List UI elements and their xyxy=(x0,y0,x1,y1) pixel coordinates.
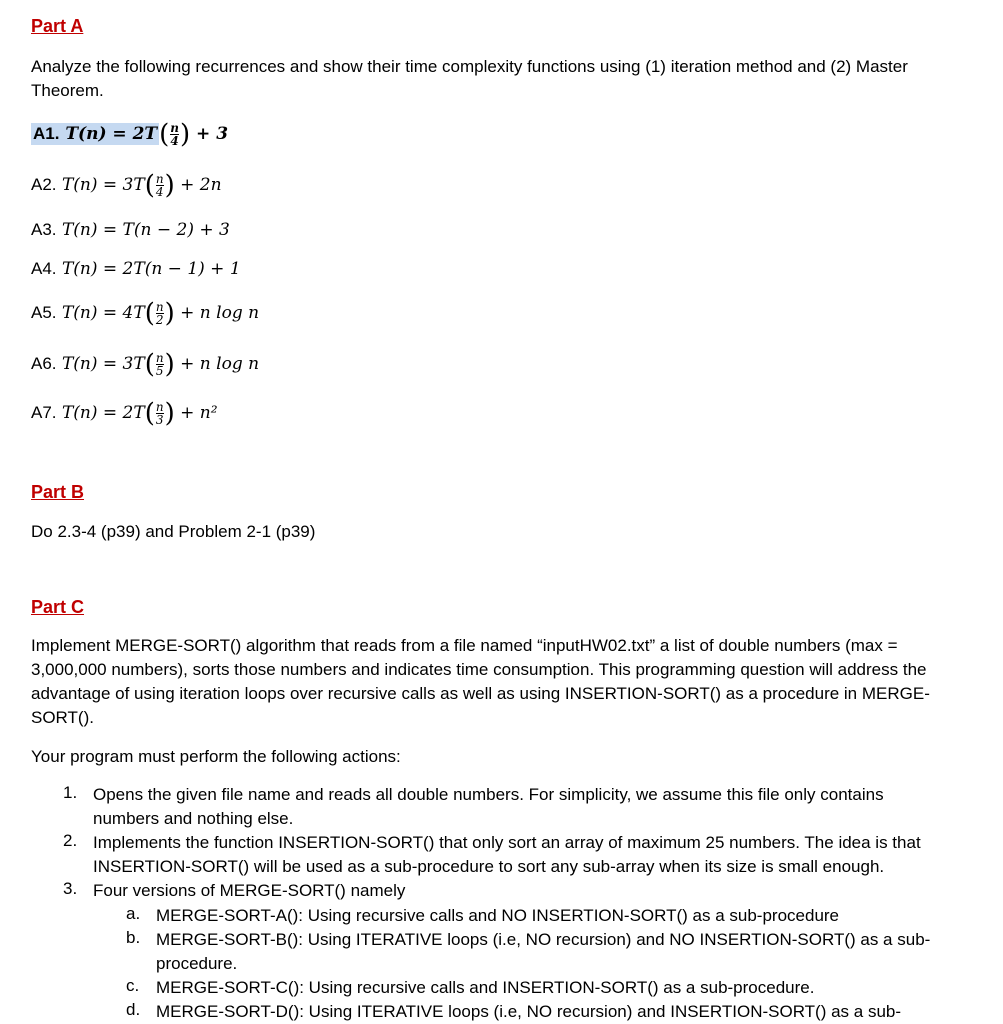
recurrence-rhs: + n log n xyxy=(180,354,260,374)
recurrence-label: A5. xyxy=(31,303,57,322)
substep-text: MERGE-SORT-A(): Using recursive calls and NO INSERTION-SORT() as a sub-procedure xyxy=(156,906,840,925)
recurrence-a4 xyxy=(31,257,241,281)
part-c-intro: Implement MERGE-SORT() algorithm that reads from a file named “inputHW02.txt” a list of double numbers (max = 3,000,000 numbers), sorts those numbers and indicates time consumption. This programming question will address the advantage of using iteration loops over recursive calls as well as using INSERTION-SORT() as a procedure in MERGE-SORT(). xyxy=(31,636,930,727)
recurrence-a6: A6. T(n) = 3T( $\frac{n}{5}$ ) + n log n xyxy=(31,349,260,380)
recurrence-label: A1. xyxy=(33,124,60,143)
step-number: 3. xyxy=(63,879,78,898)
recurrence-a2: A2. T(n) = 3T( $\frac{n}{4}$ ) + 2n xyxy=(31,170,222,201)
recurrence-label: A2. xyxy=(31,175,57,194)
part-a-heading: Part A xyxy=(31,16,84,36)
recurrence-label: A7. xyxy=(31,403,57,422)
recurrence-rhs: + n log n xyxy=(180,303,260,323)
fraction-numerator: n xyxy=(155,299,164,314)
fraction-denominator: 4 xyxy=(155,184,164,199)
recurrence-lhs: T(n) = 3T xyxy=(61,354,145,374)
recurrence-rhs: + 3 xyxy=(196,124,229,144)
recurrence-lhs: T(n) = 2T xyxy=(61,403,145,423)
fraction-numerator: n xyxy=(155,350,164,365)
fraction-denominator: 2 xyxy=(155,312,164,327)
recurrence-lhs: T(n) = 4T xyxy=(61,303,145,323)
part-c-actions-intro: Your program must perform the following actions: xyxy=(31,747,401,766)
recurrence-a5: A5. T(n) = 4T( $\frac{n}{2}$ ) + n log n xyxy=(31,298,260,329)
step-text: Four versions of MERGE-SORT() namely xyxy=(93,881,406,900)
substep-text: MERGE-SORT-C(): Using recursive calls and INSERTION-SORT() as a sub-procedure. xyxy=(156,978,815,997)
fraction-denominator: 5 xyxy=(155,363,164,378)
recurrence-text: T(n) = T(n − 2) + 3 xyxy=(61,220,230,240)
recurrence-rhs: + 2n xyxy=(180,175,222,195)
substep-letter: c. xyxy=(126,976,140,995)
part-a-intro: Analyze the following recurrences and show their time complexity functions using (1) iteration method and (2) Master Theorem. xyxy=(31,57,908,100)
fraction-numerator: n xyxy=(155,399,164,414)
part-b-heading: Part B xyxy=(31,482,85,502)
recurrence-a7: A7. T(n) = 2T( $\frac{n}{3}$ ) + n² xyxy=(31,398,218,429)
recurrence-label: A4. xyxy=(31,259,57,278)
substep-text: MERGE-SORT-B(): Using ITERATIVE loops (i.e, NO recursion) and NO INSERTION-SORT() as a sub-procedure. xyxy=(156,930,931,973)
fraction-numerator: n xyxy=(170,120,179,135)
recurrence-lhs: T(n) = 3T xyxy=(61,175,145,195)
recurrence-label: A3. xyxy=(31,220,57,239)
recurrence-a1: A1. T(n) = 2T( $\frac{n}{4}$ ) + 3 xyxy=(33,119,229,150)
step-number: 2. xyxy=(63,831,78,850)
substep-letter: d. xyxy=(126,1000,141,1019)
recurrence-label: A6. xyxy=(31,354,57,373)
step-text: Opens the given file name and reads all double numbers. For simplicity, we assume this file only contains numbers and nothing else. xyxy=(93,785,884,828)
step-text: Implements the function INSERTION-SORT() that only sort an array of maximum 25 numbers. The idea is that INSERTION-SORT() will be used as a sub-procedure to sort any sub-array when its size is small enough. xyxy=(93,833,921,876)
substep-text: MERGE-SORT-D(): Using ITERATIVE loops (i.e, NO recursion) and INSERTION-SORT() as a sub- xyxy=(156,1002,902,1021)
fraction-denominator: 4 xyxy=(170,133,179,148)
fraction-denominator: 3 xyxy=(155,412,164,427)
recurrence-rhs: + n² xyxy=(180,403,218,423)
step-number: 1. xyxy=(63,783,78,802)
fraction-numerator: n xyxy=(155,171,164,186)
part-c-heading: Part C xyxy=(31,597,85,617)
part-b-text: Do 2.3-4 (p39) and Problem 2-1 (p39) xyxy=(31,522,316,541)
substep-letter: b. xyxy=(126,928,141,947)
recurrence-a3 xyxy=(31,218,230,242)
recurrence-text: T(n) = 2T(n − 1) + 1 xyxy=(61,259,241,279)
substep-letter: a. xyxy=(126,904,141,923)
recurrence-lhs: T(n) = 2T xyxy=(65,124,158,144)
